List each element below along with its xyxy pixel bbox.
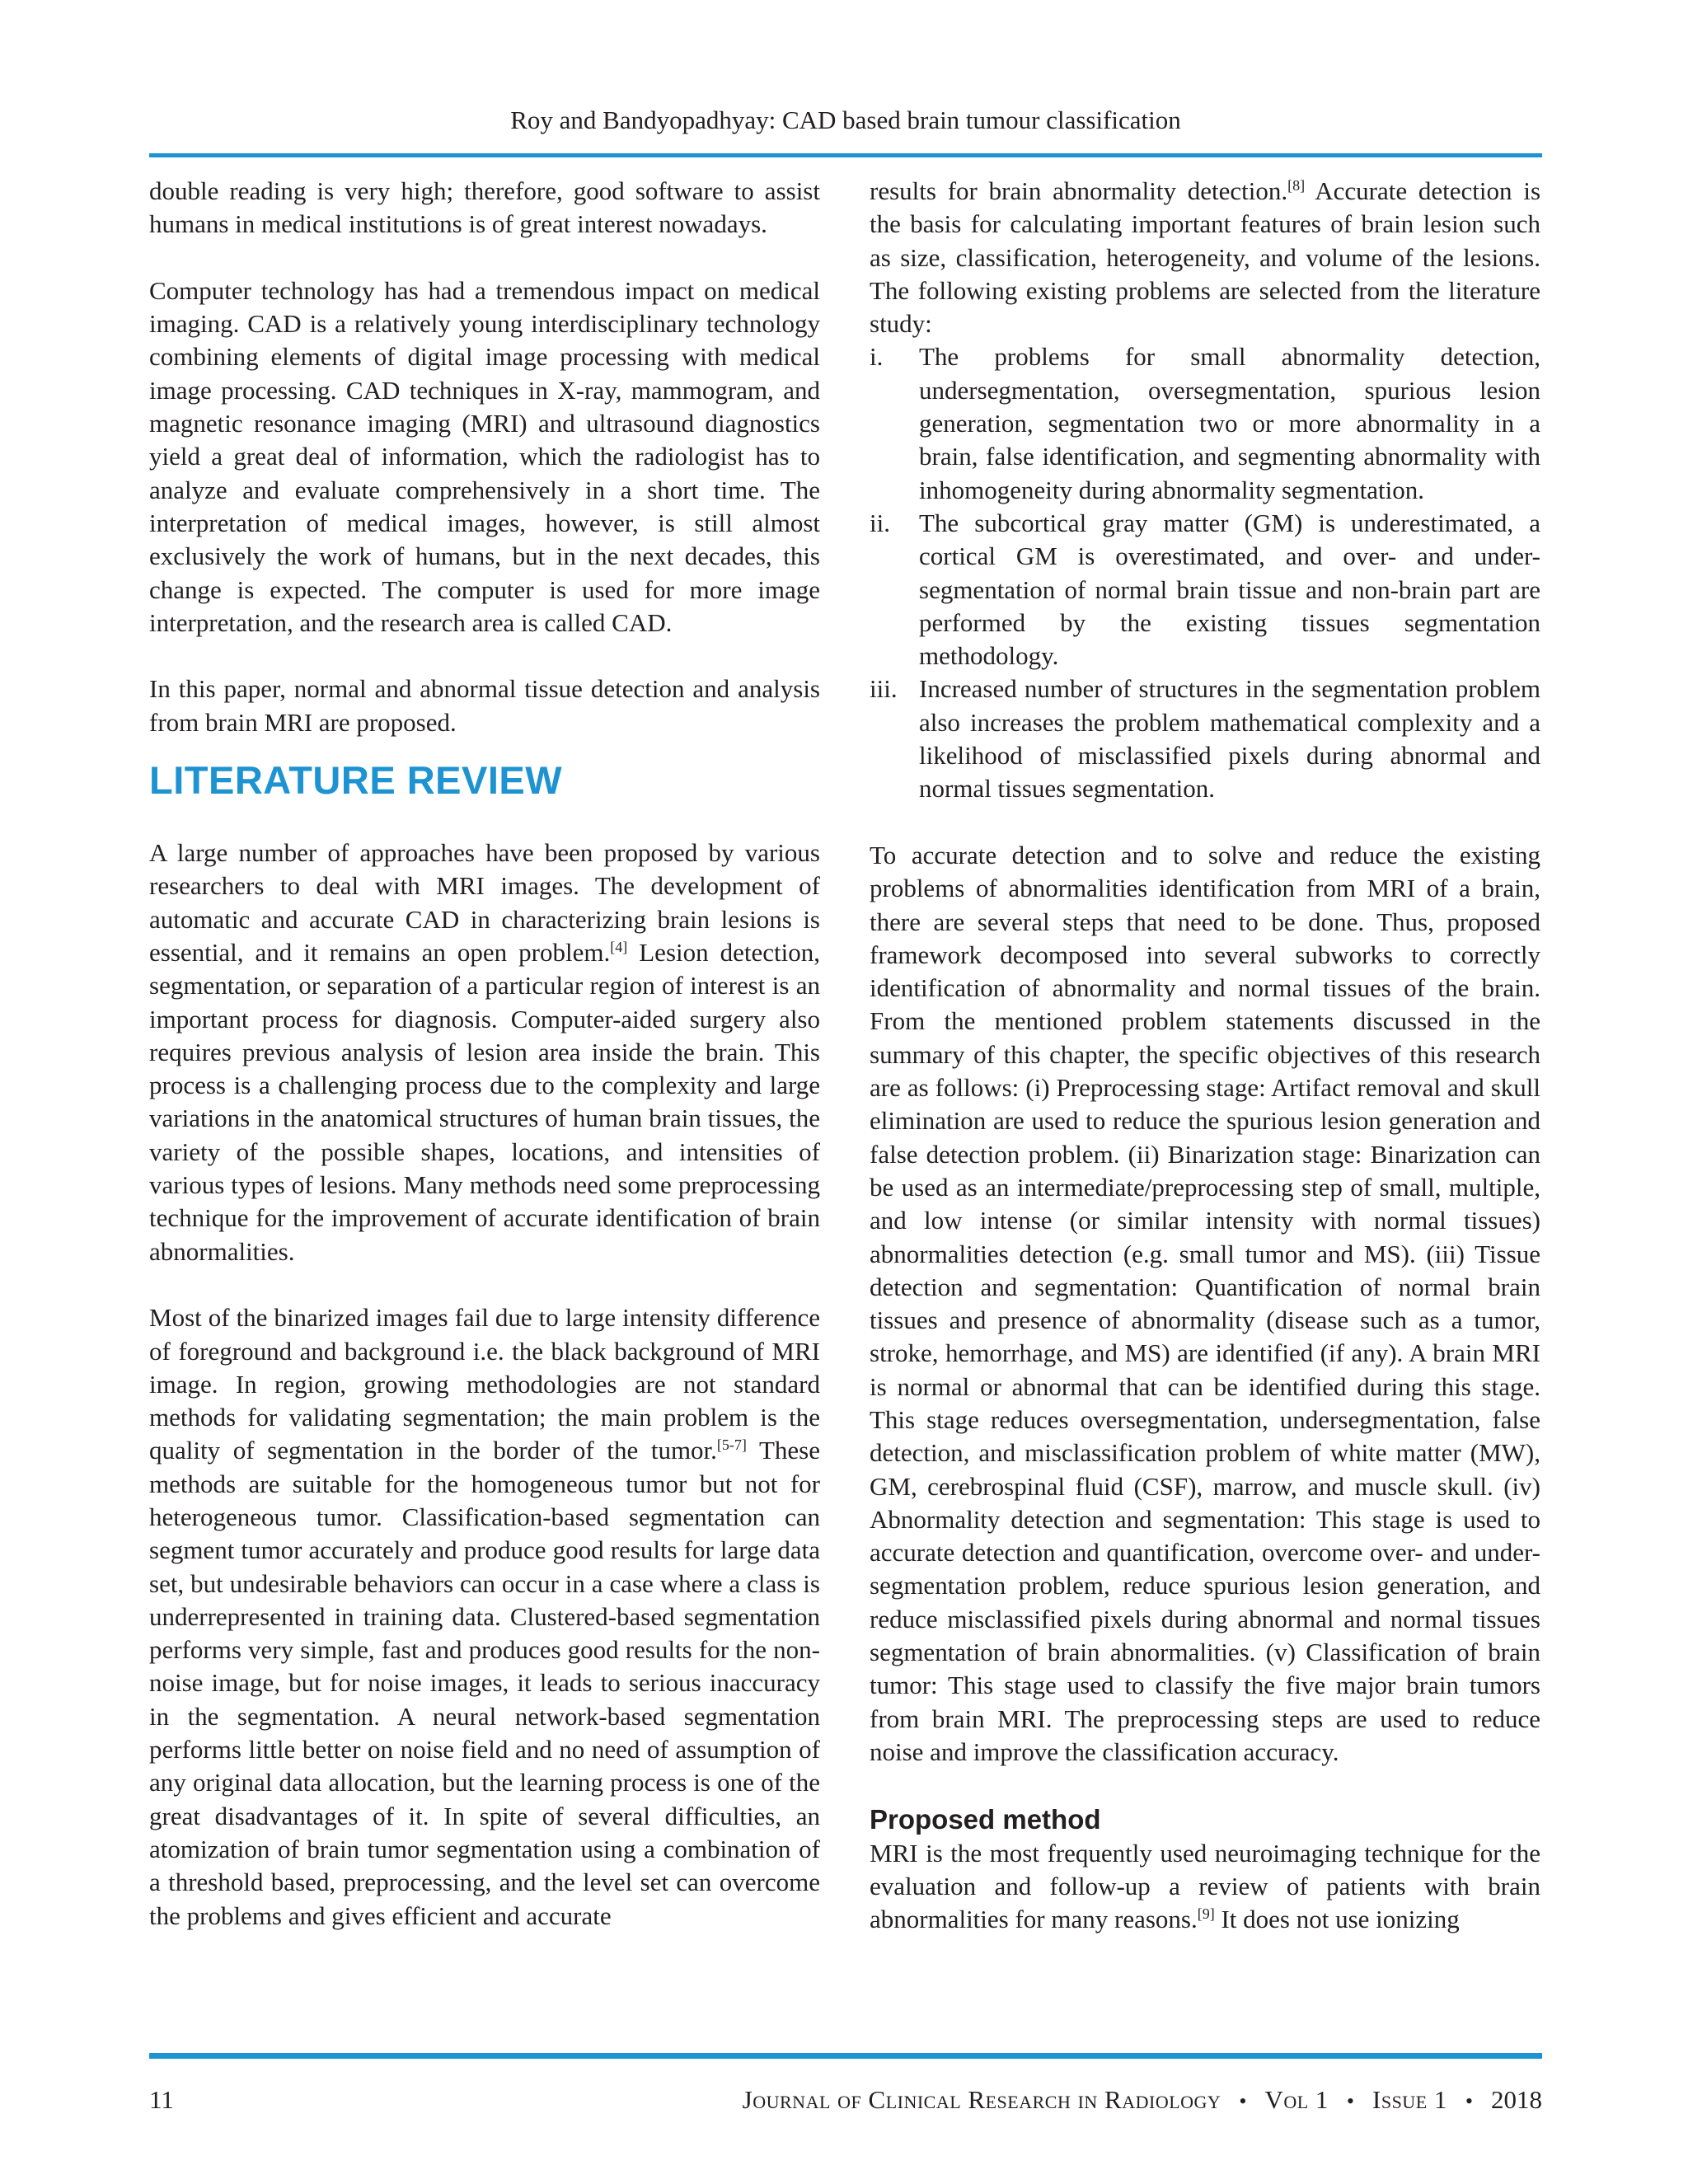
volume: Vol 1 [1264, 2085, 1329, 2114]
paragraph [870, 1837, 1540, 1937]
list-text: The problems for small abnormality detection, undersegmentation, oversegmentation, spurious lesion generation, segmentation two or more abnormality in a brain, false identification, and segmenting abnormality with inhomogeneity during abnormality segmentation. [919, 342, 1540, 504]
paragraph-text: Accurate detection is the basis for calculating important features of brain lesion such as size, classification, heterogeneity, and volume of the lesions. The following existing problems are selected from the literature study: [870, 176, 1541, 339]
list-item [870, 507, 1540, 673]
paragraph: double reading is very high; therefore, good software to assist humans in medical institutions is of great interest nowadays. [149, 176, 820, 239]
paragraph-text: results for brain abnormality detection. [870, 176, 1288, 205]
paragraph-text: These methods are suitable for the homogeneous tumor but not for heterogeneous tumor. Classification-based segmentation can segment tumor accurately and produce good results for large data set, but undesirable behaviors can occur in a case where a class is underrepresented in training data. Clustered-based segmentation performs very simple, fast and produces good results for the non-noise image, but for noise images, it leads to serious inaccuracy in the segmentation. A neural network-based segmentation performs little better on noise field and no need of assumption of any original data allocation, but the learning process is one of the great disadvantages of it. In spite of several difficulties, an atomization of brain tumor segmentation using a combination of a threshold based, preprocessing, and the level set can overcome the problems and gives efficient and accurate [149, 1436, 820, 1930]
journal-info [743, 2083, 1542, 2118]
separator-bullet: • [1346, 2089, 1355, 2113]
right-column [870, 175, 1540, 1936]
footer-rule [149, 2053, 1542, 2059]
page-number: 11 [149, 2085, 174, 2114]
paragraph-text: It does not use ionizing [1214, 1905, 1460, 1934]
list-number: i. [870, 342, 884, 372]
separator-bullet: • [1465, 2089, 1473, 2113]
paragraph: To accurate detection and to solve and reduce the existing problems of abnormalities identification from MRI of a brain, there are several steps that need to be done. Thus, proposed framework decomposed into several subworks to correctly identification of abnormality and normal tissues of the brain. From the mentioned problem statements discussed in the summary of this chapter, the specific objectives of this research are as follows: (i) Preprocessing stage: Artifact removal and skull elimination are used to reduce the spurious lesion generation and false detection problem. (ii) Binarization stage: Binarization can be used as an intermediate/preprocessing step of small, multiple, and low intense (or similar intensity with normal tissues) abnormalities detection (e.g. small tumor and MS). (iii) Tissue detection and segmentation: Quantification of normal brain tissues and presence of abnormality (disease such as a tumor, stroke, hemorrhage, and MS) are identified (if any). A brain MRI is normal or abnormal that can be identified during this stage. This stage reduces oversegmentation, undersegmentation, false detection, and misclassification problem of white matter (MW), GM, cerebrospinal fluid (CSF), marrow, and muscle skull. (iv) Abnormality detection and segmentation: This stage is used to accurate detection and quantification, overcome over- and under-segmentation problem, reduce spurious lesion generation, and reduce misclassified pixels during abnormal and normal tissues segmentation of brain abnormalities. (v) Classification of brain tumor: This stage used to classify the five major brain tumors from brain MRI. The preprocessing steps are used to reduce noise and improve the classification accuracy. [870, 840, 1540, 1766]
citation-ref[interactable]: [8] [1287, 177, 1306, 194]
paragraph [870, 175, 1540, 340]
header-rule [149, 153, 1542, 157]
subsection-heading: Proposed method [870, 1803, 1101, 1835]
citation-ref[interactable]: [5-7] [716, 1436, 747, 1454]
left-column [149, 175, 820, 1933]
paragraph: In this paper, normal and abnormal tissue detection and analysis from brain MRI are proposed. [149, 674, 820, 737]
list-number: iii. [870, 674, 898, 704]
paragraph-text: MRI is the most frequently used neuroimaging technique for the evaluation and follow-up a review of patients with brain abnormalities for many reasons. [870, 1838, 1540, 1934]
list-text: The subcortical gray matter (GM) is underestimated, a cortical GM is overestimated, and over- and under-segmentation of normal brain tissue and non-brain part are performed by the existing tissues segmentation methodology. [919, 508, 1540, 671]
year: 2018 [1491, 2085, 1542, 2114]
section-heading: LITERATURE REVIEW [149, 758, 563, 803]
list-number: ii. [870, 508, 890, 537]
citation-ref[interactable]: [4] [610, 938, 628, 955]
paragraph-text: A large number of approaches have been proposed by various researchers to deal with MRI images. The development of automatic and accurate CAD in characterizing brain lesions is essential, and it remains an open problem. [149, 838, 820, 967]
paragraph [149, 837, 820, 1268]
list-text: Increased number of structures in the segmentation problem also increases the problem mathematical complexity and a likelihood of misclassified pixels during abnormal and normal tissues segmentation. [919, 674, 1540, 804]
issue: Issue 1 [1372, 2085, 1447, 2114]
separator-bullet: • [1239, 2089, 1247, 2113]
list-item [870, 340, 1540, 506]
citation-ref[interactable]: [9] [1197, 1905, 1215, 1923]
problem-list [870, 340, 1540, 805]
paragraph-text: Most of the binarized images fail due to large intensity difference of foreground and background i.e. the black background of MRI image. In region, growing methodologies are not standard methods for validating segmentation; the main problem is the quality of segmentation in the border of the tumor. [149, 1303, 820, 1465]
journal-name: Journal of Clinical Research in Radiology [742, 2085, 1221, 2114]
list-item [870, 673, 1540, 805]
running-head: Roy and Bandyopadhyay: CAD based brain tumour classification [510, 105, 1181, 134]
paragraph [149, 1301, 820, 1933]
paragraph-text: Lesion detection, segmentation, or separation of a particular region of interest is an important process for diagnosis. Computer-aided surgery also requires previous analysis of lesion area inside the brain. This process is a challenging process due to the complexity and large variations in the anatomical structures of human brain tissues, the variety of the possible shapes, locations, and intensities of various types of lesions. Many methods need some preprocessing technique for the improvement of accurate identification of brain abnormalities. [149, 937, 820, 1266]
paragraph: Computer technology has had a tremendous impact on medical imaging. CAD is a relatively young interdisciplinary technology combining elements of digital image processing with medical image processing. CAD techniques in X-ray, mammogram, and magnetic resonance imaging (MRI) and ultrasound diagnostics yield a great deal of information, which the radiologist has to analyze and evaluate comprehensively in a short time. The interpretation of medical images, however, is still almost exclusively the work of humans, but in the next decades, this change is expected. The computer is used for more image interpretation, and the research area is called CAD. [149, 275, 820, 637]
